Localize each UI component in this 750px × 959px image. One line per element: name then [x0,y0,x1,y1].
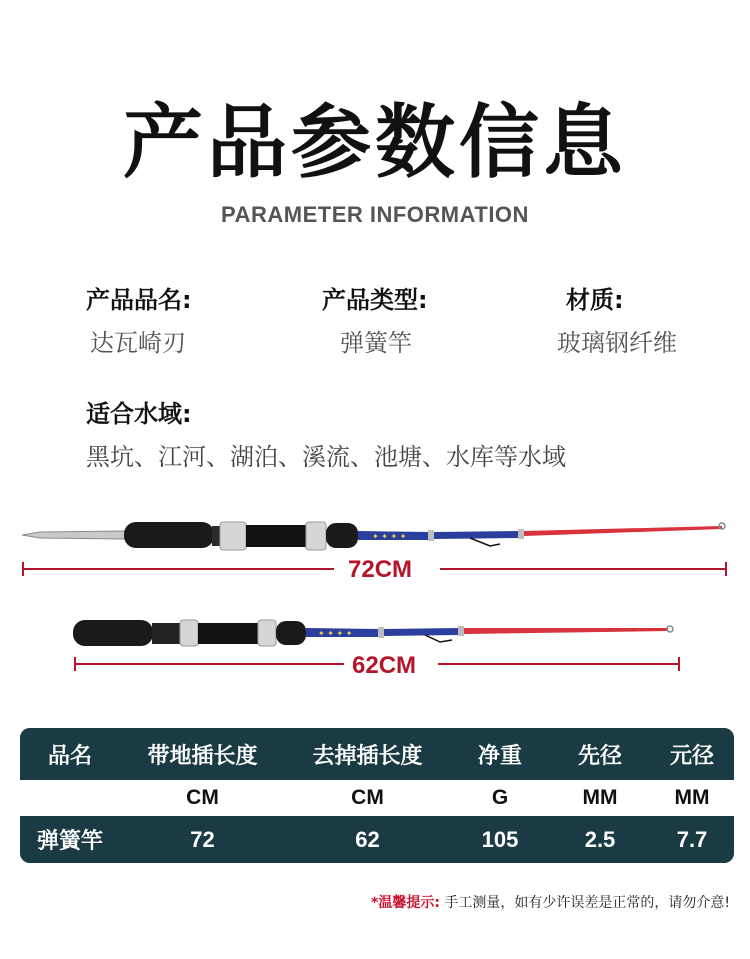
short-rod-ring [180,620,198,646]
table-cell: 72 [190,826,215,852]
material-value: 玻璃钢纤维 [557,329,677,357]
short-rod-length: 62CM [352,652,417,679]
page-title: 产品参数信息 [123,96,627,189]
table-header-cell: 品名 [47,743,92,769]
svg-text:✦ ✦ ✦ ✦: ✦ ✦ ✦ ✦ [372,532,407,541]
long-rod-spike [22,531,125,539]
table-unit-cell: CM [186,786,219,809]
short-rod-grip [73,620,153,646]
page-subtitle: PARAMETER INFORMATION [221,202,529,227]
table-cell: 7.7 [676,826,708,852]
long-rod-length: 72CM [348,556,413,583]
notice-prefix: *温馨提示: [371,895,440,911]
table-cell: 105 [481,826,519,852]
long-rod-ring [220,522,246,550]
long-rod-grip [124,522,214,548]
long-dimension-line-right [440,568,727,570]
table-cell: 62 [355,826,380,852]
notice-text: 手工测量，如有少许误差是正常的，请勿介意! [444,895,730,911]
table-unit-cell: CM [351,786,384,809]
table-cell-name: 弹簧竿 [36,829,103,854]
table-header-cell: 净重 [477,743,522,769]
table-unit-cell [20,780,120,816]
waters-value: 黑坑、江河、湖泊、溪流、池塘、水库等水域 [86,443,566,471]
name-label: 产品品名: [86,286,192,314]
short-dimension-line-left [74,663,344,665]
type-value: 弹簧竿 [340,329,412,357]
measurement-notice [371,892,730,912]
table-cell: 2.5 [584,826,616,852]
table-unit-cell: G [491,786,509,809]
table-unit-cell: MM [674,786,710,809]
table-header-cell: 带地插长度 [147,743,258,769]
table-header-cell: 元径 [669,743,714,769]
name-value: 达瓦崎刃 [90,329,186,357]
spec-table [20,728,734,863]
short-rod-red-tip [464,628,668,634]
short-dimension-line-right [438,663,680,665]
table-unit-cell: MM [582,786,618,809]
table-unit-row [20,780,734,816]
svg-text:✦ ✦ ✦ ✦: ✦ ✦ ✦ ✦ [318,629,353,638]
long-rod-image [0,508,750,558]
long-rod-red-tip [524,526,722,536]
type-label: 产品类型: [322,286,428,314]
long-dimension-line-left [22,568,334,570]
table-header-cell: 先径 [577,743,622,769]
table-header-row [20,728,734,780]
short-rod-image [0,610,750,654]
material-label: 材质: [566,286,624,314]
table-row [20,816,734,863]
waters-label: 适合水域: [86,400,192,428]
table-header-cell: 去掉插长度 [312,743,423,769]
